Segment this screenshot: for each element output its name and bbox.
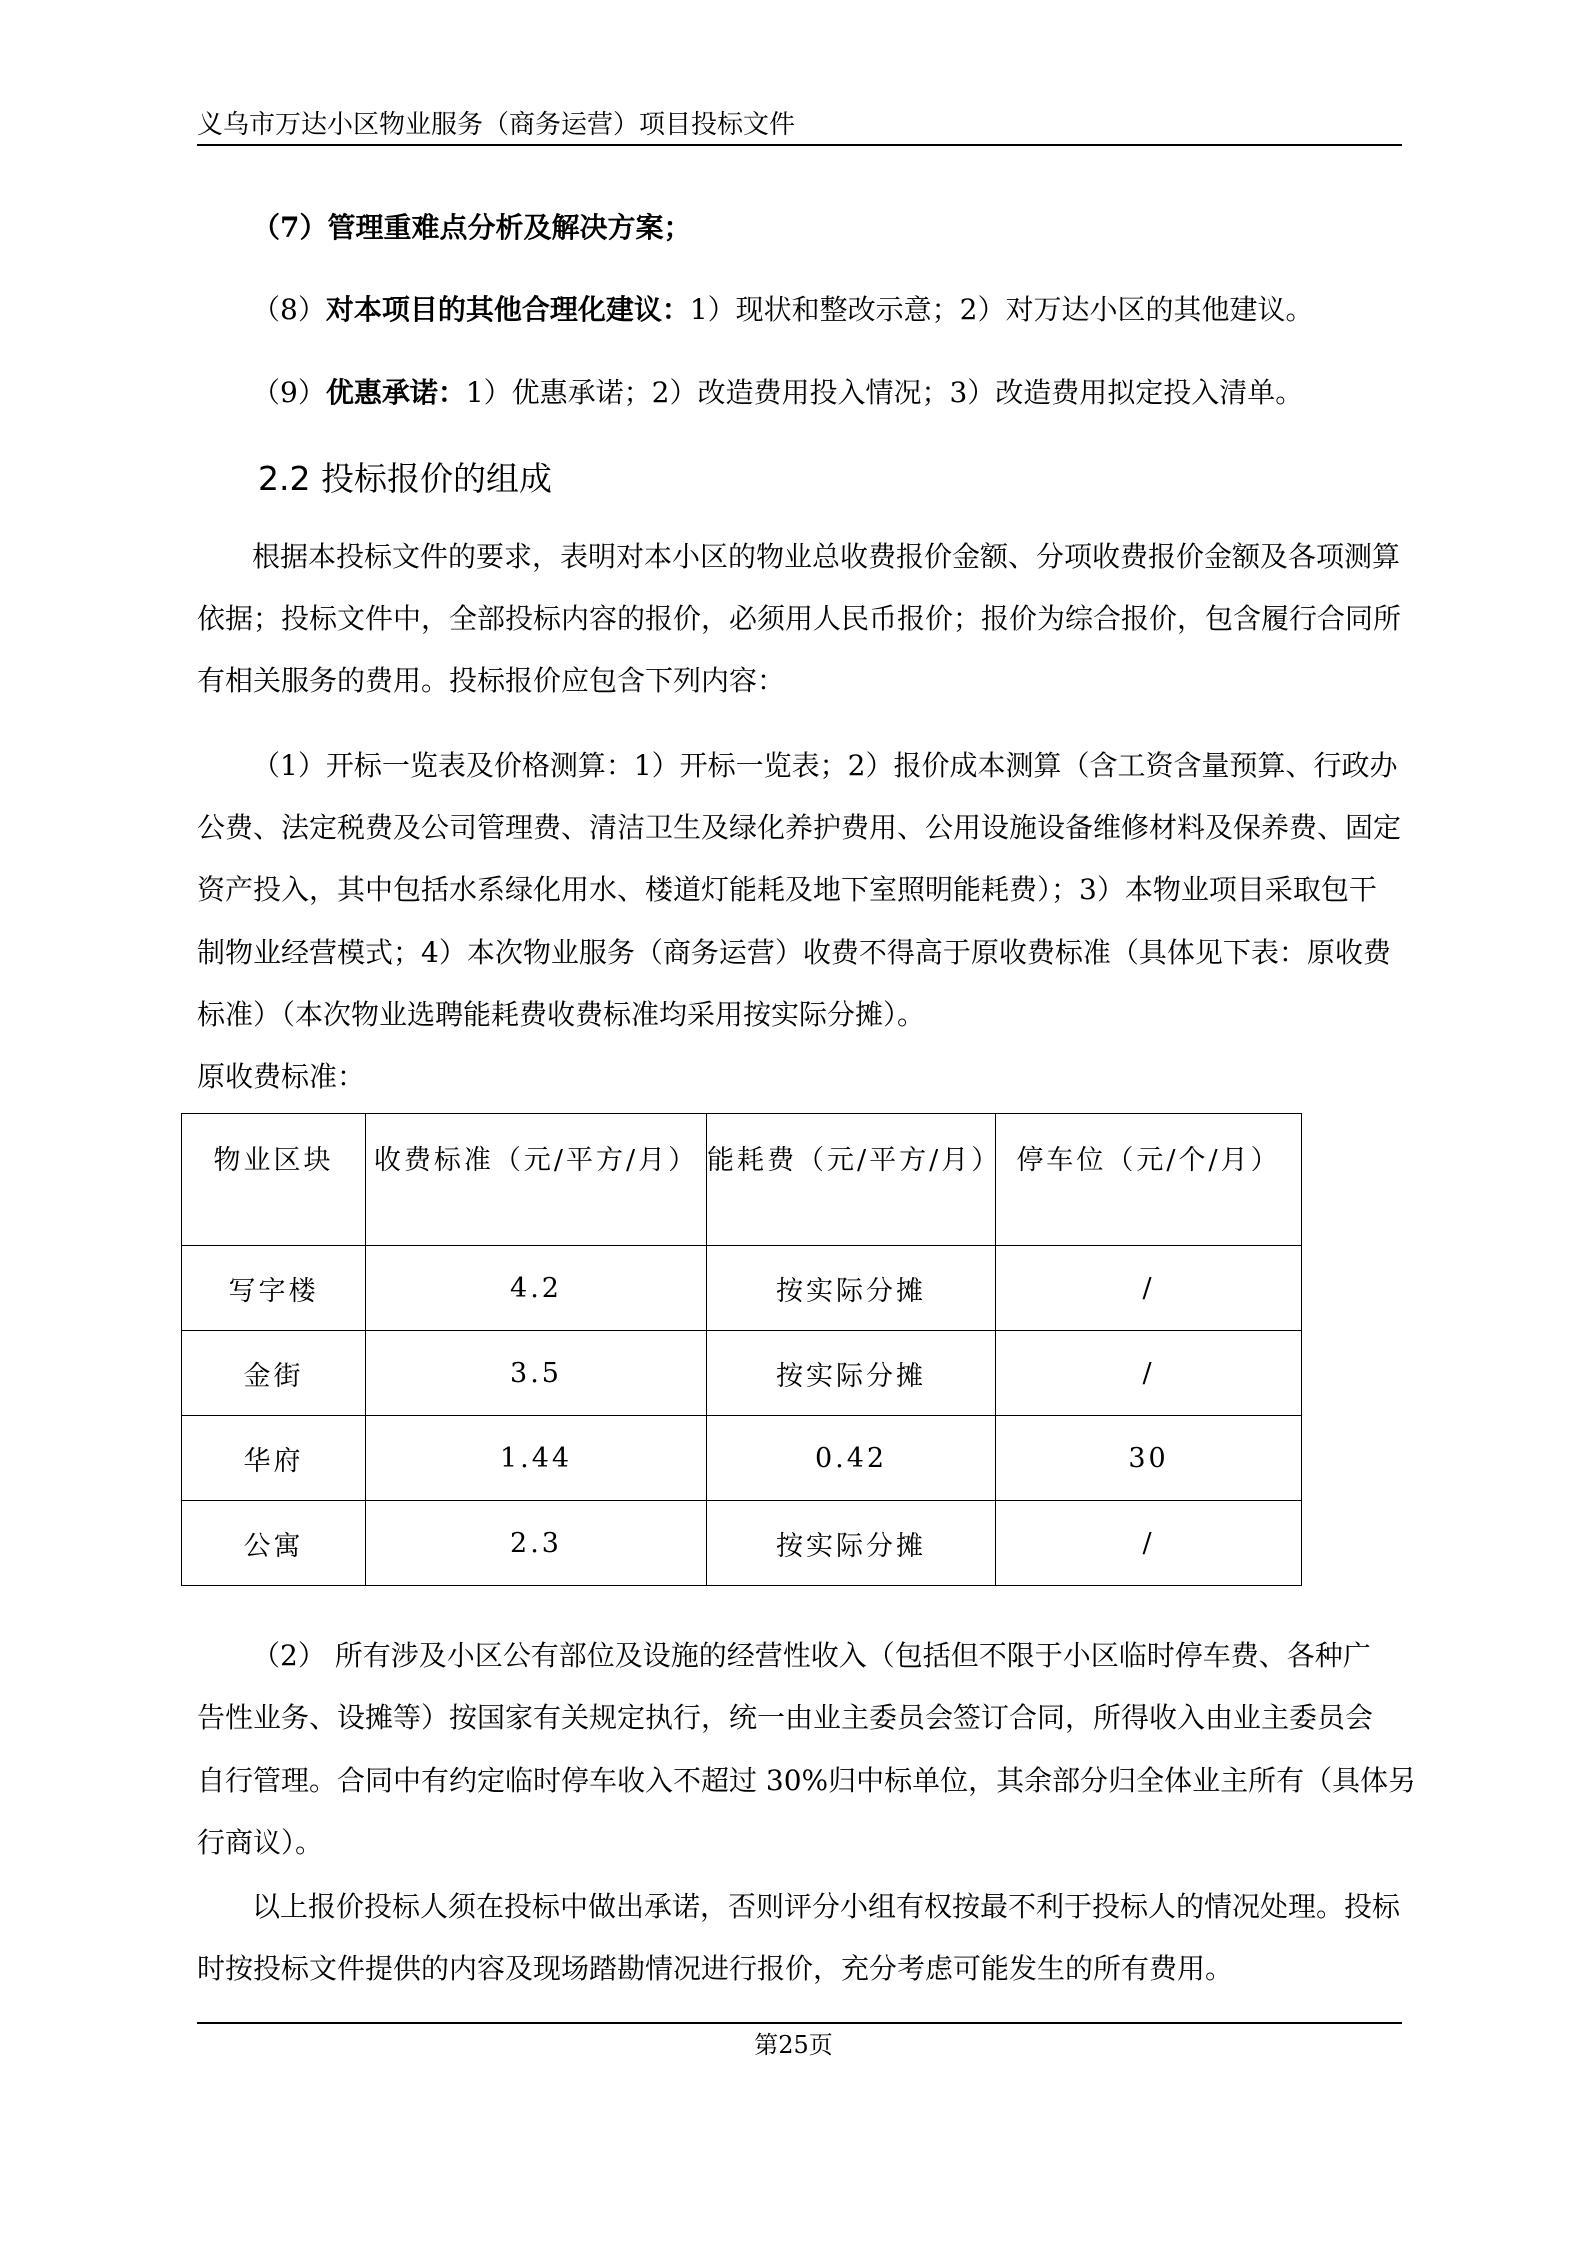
- table-cell: 30: [996, 1416, 1302, 1501]
- table-caption: 原收费标准：: [197, 1060, 366, 1093]
- table-header-row: [182, 1114, 1302, 1246]
- intro-line-1: 根据本投标文件的要求，表明对本小区的物业总收费报价金额、分项收费报价金额及各项测算: [252, 540, 1401, 573]
- table-cell: 华府: [182, 1416, 366, 1501]
- table-cell: 写字楼: [182, 1246, 366, 1331]
- closing-line-1: 以上报价投标人须在投标中做出承诺，否则评分小组有权按最不利于投标人的情况处理。投标: [252, 1890, 1401, 1923]
- section-heading: 2.2 投标报价的组成: [258, 459, 552, 498]
- intro-line-3: 有相关服务的费用。投标报价应包含下列内容：: [197, 664, 786, 697]
- item-7: （7）管理重难点分析及解决方案；: [252, 211, 692, 244]
- header-divider: [197, 144, 1402, 146]
- table-cell: 公寓: [182, 1501, 366, 1586]
- table-cell: 3.5: [366, 1331, 707, 1416]
- table-cell: /: [996, 1331, 1302, 1416]
- table-row: [182, 1501, 1302, 1586]
- table-row: [182, 1331, 1302, 1416]
- table-row: [182, 1246, 1302, 1331]
- item-8: [252, 290, 1457, 330]
- closing-line-2: 时按投标文件提供的内容及现场踏勘情况进行报价，充分考虑可能发生的所有费用。: [197, 1952, 1234, 1985]
- table-row: [182, 1416, 1302, 1501]
- table-cell: /: [996, 1246, 1302, 1331]
- column-header: 物业区块: [182, 1114, 366, 1246]
- item-1-line-2: 公费、法定税费及公司管理费、清洁卫生及绿化养护费用、公用设施设备维修材料及保养费、固定: [197, 811, 1402, 844]
- item-2-line-2: 告性业务、设摊等）按国家有关规定执行，统一由业主委员会签订合同，所得收入由业主委员会: [197, 1701, 1374, 1734]
- column-header: 停车位（元/个/月）: [996, 1114, 1302, 1246]
- table-cell: 按实际分摊: [707, 1331, 996, 1416]
- item-1-line-3: 资产投入，其中包括水系绿化用水、楼道灯能耗及地下室照明能耗费）；3）本物业项目采取包干: [197, 873, 1377, 906]
- item-2-line-1: （2） 所有涉及小区公有部位及设施的经营性收入（包括但不限于小区临时停车费、各种广: [252, 1639, 1371, 1672]
- table-cell: 2.3: [366, 1501, 707, 1586]
- item-1-line-1: （1）开标一览表及价格测算：1）开标一览表；2）报价成本测算（含工资含量预算、行政办: [252, 749, 1398, 782]
- footer-divider: [197, 2022, 1402, 2024]
- item-8-prefix: （8）: [252, 293, 326, 326]
- table-cell: 金街: [182, 1331, 366, 1416]
- item-8-label: 对本项目的其他合理化建议：: [325, 293, 690, 326]
- item-9-text: 1）优惠承诺；2）改造费用投入情况；3）改造费用拟定投入清单。: [465, 376, 1304, 409]
- intro-line-2: 依据；投标文件中，全部投标内容的报价，必须用人民币报价；报价为综合报价，包含履行合同所: [197, 602, 1402, 635]
- item-2-line-3: 自行管理。合同中有约定临时停车收入不超过 30%归中标单位，其余部分归全体业主所有（具体另: [197, 1764, 1417, 1797]
- column-header: 能耗费（元/平方/月）: [707, 1114, 996, 1246]
- item-9: [252, 373, 1457, 413]
- item-8-text: 1）现状和整改示意；2）对万达小区的其他建议。: [689, 293, 1314, 326]
- table-cell: 0.42: [707, 1416, 996, 1501]
- fee-standard-table: [181, 1113, 1302, 1586]
- document-header-title: 义乌市万达小区物业服务（商务运营）项目投标文件: [197, 110, 796, 140]
- page-number: 第25页: [754, 2031, 833, 2059]
- item-9-label: 优惠承诺：: [325, 376, 466, 409]
- column-header: 收费标准（元/平方/月）: [366, 1114, 707, 1246]
- table-cell: 1.44: [366, 1416, 707, 1501]
- table-cell: /: [996, 1501, 1302, 1586]
- item-1-line-4: 制物业经营模式；4）本次物业服务（商务运营）收费不得高于原收费标准（具体见下表：原收费: [197, 936, 1391, 969]
- item-9-prefix: （9）: [252, 376, 326, 409]
- table-cell: 按实际分摊: [707, 1501, 996, 1586]
- item-2-line-4: 行商议）。: [197, 1826, 324, 1859]
- table-cell: 按实际分摊: [707, 1246, 996, 1331]
- table-cell: 4.2: [366, 1246, 707, 1331]
- item-1-line-5: 标准）（本次物业选聘能耗费收费标准均采用按实际分摊）。: [197, 998, 926, 1031]
